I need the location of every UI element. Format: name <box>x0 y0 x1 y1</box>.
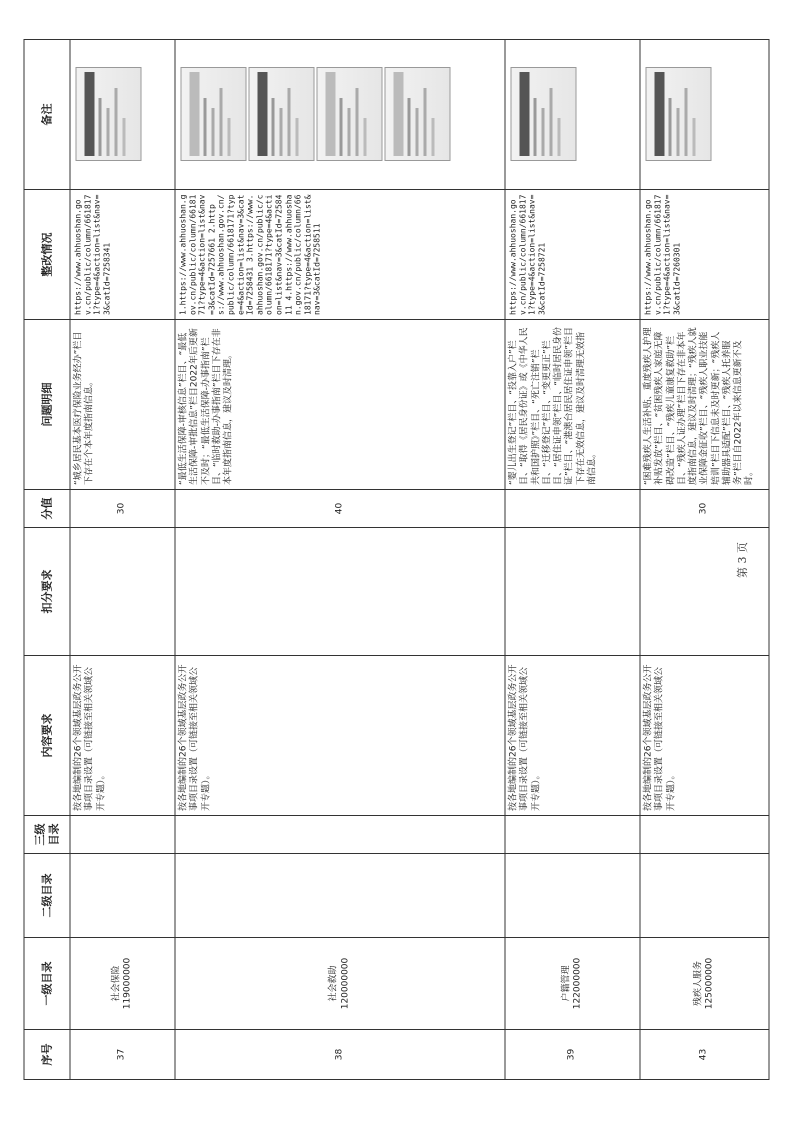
row-score: 30 <box>70 490 175 528</box>
row-deduct <box>505 528 640 656</box>
row-seq: 38 <box>175 1030 505 1080</box>
row-seq: 39 <box>505 1030 640 1080</box>
header-row <box>24 40 70 1080</box>
level1-name: 社会救助 <box>328 965 339 1002</box>
row-level3 <box>640 816 769 854</box>
table-row <box>70 40 175 1080</box>
screenshot-thumbnail <box>511 68 577 162</box>
row-seq: 37 <box>70 1030 175 1080</box>
row-rectify-link[interactable]: https://www.ahhuoshan.gov.cn/public/column/6618171?type=4&action=list&nav=3&catId=7260301 <box>640 190 769 320</box>
row-level1 <box>175 938 505 1030</box>
rotated-table-container <box>24 40 769 1080</box>
row-rectify-link[interactable]: 1.https://www.ahhuoshan.gov.cn/public/column/6618171?type=4&action=list&nav=3&catId=7257661 2.https://www.ahhuoshan.gov.cn/public/column/6618171?type=4&action=list&nav=3&catId=7258431 3.https://www.ahhuoshan.gov.cn/public/column/6618171?type=4&action=list&nav=3&catId=7258411 4.https://www.ahhuoshan.gov.cn/public/column/6618171?type=4&action=list&nav=3&catId=7258511 <box>175 190 505 320</box>
row-remark <box>505 40 640 190</box>
screenshot-thumbnail <box>249 68 315 162</box>
row-issue: “婴儿出生登记”栏目、“投靠入户”栏目、“取得《居民身份证》或《中华人民共和国护照》”栏目、“死亡注销”栏目、“迁移登记”栏目、“变更更正”栏目、“居住证申领”栏目、“临时居民身份证”栏目、“港澳台居民居住证申领”栏目下存在无效信息，建议及时清理无效指南信息。 <box>505 320 640 490</box>
level1-code: 120000000 <box>340 957 350 1010</box>
header-issue: 问题明细 <box>24 320 70 490</box>
row-level3 <box>505 816 640 854</box>
screenshot-thumbnail <box>317 68 383 162</box>
header-rectify: 整改情况 <box>24 190 70 320</box>
row-level2 <box>175 854 505 938</box>
row-level2 <box>70 854 175 938</box>
row-level1 <box>70 938 175 1030</box>
screenshot-thumbnail <box>646 68 712 162</box>
header-level2: 二级目录 <box>24 854 70 938</box>
level1-name: 户籍管理 <box>561 965 572 1002</box>
row-score <box>505 490 640 528</box>
screenshot-thumbnail <box>181 68 247 162</box>
page-number: 第 3 页 <box>736 542 749 578</box>
screenshot-thumbnail <box>76 68 142 162</box>
header-level3: 三级目录 <box>24 816 70 854</box>
row-remark <box>70 40 175 190</box>
row-rectify-link[interactable]: https://www.ahhuoshan.gov.cn/public/column/6618171?type=4&action=list&nav=3&catId=7258341 <box>70 190 175 320</box>
header-content: 内容要求 <box>24 656 70 816</box>
header-remark: 备注 <box>24 40 70 190</box>
header-deduct: 扣分要求 <box>24 528 70 656</box>
row-level1 <box>505 938 640 1030</box>
row-issue: “困难残疾人生活补贴、重度残疾人护理补贴发放”栏目、“贫困残疾人家庭无障碍改造”栏目、“残疾儿童康复救助”栏目、“残疾人证办理”栏目下存在非本年度指南信息，建议及时清理；“残疾人就业保障金征收”栏目、“残疾人职业技能培训”栏目下信息未及时更新；“残疾人辅助器具适配”栏目、“残疾人托养服务”栏目自2022年以来信息更新不及时。 <box>640 320 769 490</box>
level1-code: 119000000 <box>122 957 133 1010</box>
level1-code: 125000000 <box>704 957 715 1010</box>
table-row <box>505 40 640 1080</box>
header-score: 分值 <box>24 490 70 528</box>
row-level3 <box>175 816 505 854</box>
row-deduct <box>175 528 505 656</box>
level1-name: 残疾人服务 <box>693 961 704 1007</box>
row-deduct <box>70 528 175 656</box>
row-level1 <box>640 938 769 1030</box>
row-content: 按各地编制的26个领域基层政务公开事项目录设置（可链接至相关领域公开专题）。 <box>70 656 175 816</box>
screenshot-thumbnail <box>385 68 451 162</box>
row-issue: “城乡居民基本医疗保险业务经办”栏目下存在个本年度指南信息。 <box>70 320 175 490</box>
row-seq: 43 <box>640 1030 769 1080</box>
row-content: 按各地编制的26个领域基层政务公开事项目录设置（可链接至相关领域公开专题）。 <box>640 656 769 816</box>
row-remark <box>640 40 769 190</box>
level1-code: 122000000 <box>572 957 583 1010</box>
row-level2 <box>640 854 769 938</box>
row-level3 <box>70 816 175 854</box>
table-row <box>175 40 505 1080</box>
header-seq: 序号 <box>24 1030 70 1080</box>
row-remark <box>175 40 505 190</box>
header-level1: 一级目录 <box>24 938 70 1030</box>
row-rectify-link[interactable]: https://www.ahhuoshan.gov.cn/public/column/6618171?type=4&action=list&nav=3&catId=7258721 <box>505 190 640 320</box>
row-content: 按各地编制的26个领域基层政务公开事项目录设置（可链接至相关领域公开专题）。 <box>505 656 640 816</box>
row-level2 <box>505 854 640 938</box>
row-issue: “最低生活保障-审核信息”栏目、“最低生活保障-审批信息”栏目2022年后更新不及时；“最低生活保障-办事指南”栏目、“临时救助-办事指南”栏目下存在非本年度指南信息，建议及时清理。 <box>175 320 505 490</box>
inspection-table <box>24 39 770 1080</box>
row-score: 40 <box>175 490 505 528</box>
level1-name: 社会保险 <box>111 965 122 1002</box>
row-score: 30 <box>640 490 769 528</box>
row-content: 按各地编制的26个领域基层政务公开事项目录设置（可链接至相关领域公开专题）。 <box>175 656 505 816</box>
